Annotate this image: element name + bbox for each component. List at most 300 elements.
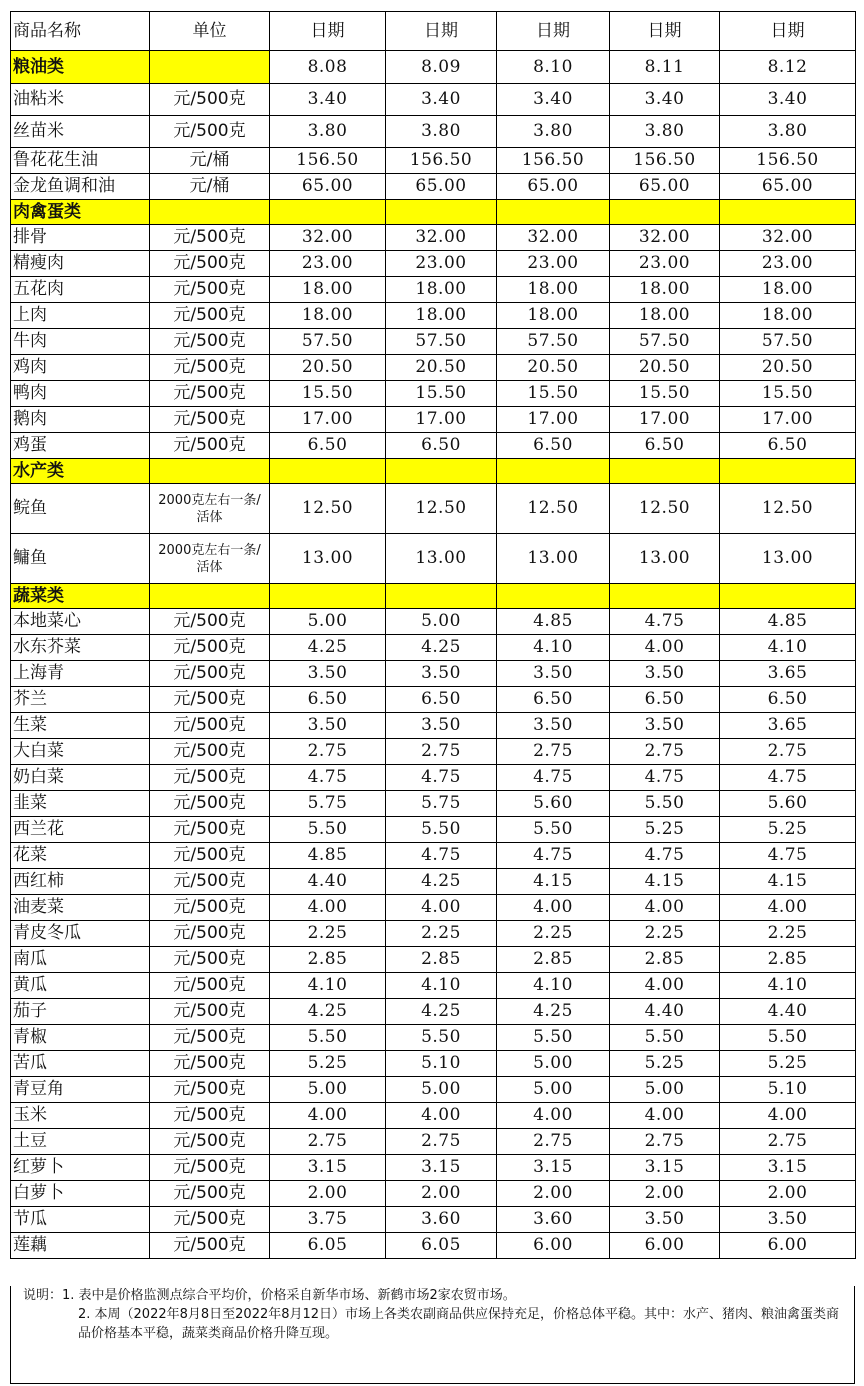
price-cell: 6.05 xyxy=(270,1233,386,1259)
item-name: 鸭肉 xyxy=(11,381,150,407)
price-cell: 18.00 xyxy=(270,303,386,329)
header-row xyxy=(11,12,856,51)
category-row xyxy=(11,51,856,84)
price-cell: 3.80 xyxy=(386,116,497,148)
item-name: 鹅肉 xyxy=(11,407,150,433)
category-row xyxy=(11,459,856,484)
price-cell: 2.85 xyxy=(720,947,856,973)
price-cell: 5.60 xyxy=(497,791,610,817)
price-cell: 4.75 xyxy=(386,765,497,791)
price-cell: 3.40 xyxy=(386,84,497,116)
price-cell: 5.10 xyxy=(386,1051,497,1077)
price-cell: 4.00 xyxy=(610,635,720,661)
price-cell: 4.00 xyxy=(270,895,386,921)
price-cell: 13.00 xyxy=(720,534,856,584)
header-date: 日期 xyxy=(497,12,610,51)
item-name: 丝苗米 xyxy=(11,116,150,148)
item-unit: 元/500克 xyxy=(150,843,270,869)
item-name: 金龙鱼调和油 xyxy=(11,174,150,200)
price-cell: 57.50 xyxy=(497,329,610,355)
price-cell: 12.50 xyxy=(497,484,610,534)
category-empty-cell xyxy=(610,584,720,609)
price-cell: 5.50 xyxy=(720,1025,856,1051)
price-cell: 2.75 xyxy=(270,739,386,765)
price-cell: 156.50 xyxy=(497,148,610,174)
price-cell: 4.25 xyxy=(386,635,497,661)
item-name: 西兰花 xyxy=(11,817,150,843)
price-cell: 3.50 xyxy=(610,1207,720,1233)
price-cell: 3.50 xyxy=(720,1207,856,1233)
price-cell: 3.80 xyxy=(610,116,720,148)
price-cell: 65.00 xyxy=(497,174,610,200)
item-name: 西红柿 xyxy=(11,869,150,895)
price-cell: 15.50 xyxy=(720,381,856,407)
price-cell: 5.25 xyxy=(270,1051,386,1077)
price-cell: 2.75 xyxy=(270,1129,386,1155)
price-cell: 20.50 xyxy=(270,355,386,381)
item-unit: 元/500克 xyxy=(150,713,270,739)
item-unit: 元/500克 xyxy=(150,381,270,407)
category-empty-cell xyxy=(497,584,610,609)
table-row xyxy=(11,251,856,277)
price-cell: 2.25 xyxy=(497,921,610,947)
price-cell: 4.75 xyxy=(497,765,610,791)
price-cell: 3.50 xyxy=(497,713,610,739)
category-empty-cell xyxy=(386,584,497,609)
category-unit-cell xyxy=(150,51,270,84)
item-name: 上肉 xyxy=(11,303,150,329)
item-name: 白萝卜 xyxy=(11,1181,150,1207)
price-cell: 5.25 xyxy=(610,1051,720,1077)
table-row xyxy=(11,869,856,895)
price-cell: 2.00 xyxy=(610,1181,720,1207)
price-cell: 3.80 xyxy=(270,116,386,148)
date-cell: 8.10 xyxy=(497,51,610,84)
table-row xyxy=(11,1103,856,1129)
price-cell: 3.40 xyxy=(497,84,610,116)
item-name: 苦瓜 xyxy=(11,1051,150,1077)
price-cell: 4.75 xyxy=(720,843,856,869)
price-cell: 3.40 xyxy=(720,84,856,116)
price-cell: 5.50 xyxy=(386,817,497,843)
table-row xyxy=(11,843,856,869)
item-unit: 元/500克 xyxy=(150,1155,270,1181)
item-unit: 元/桶 xyxy=(150,174,270,200)
price-cell: 3.80 xyxy=(497,116,610,148)
price-cell: 4.00 xyxy=(610,973,720,999)
price-cell: 2.85 xyxy=(610,947,720,973)
table-row xyxy=(11,895,856,921)
category-label: 水产类 xyxy=(11,459,150,484)
item-unit: 元/500克 xyxy=(150,1025,270,1051)
price-cell: 3.40 xyxy=(610,84,720,116)
price-cell: 15.50 xyxy=(386,381,497,407)
item-name: 排骨 xyxy=(11,225,150,251)
price-cell: 32.00 xyxy=(720,225,856,251)
table-row xyxy=(11,765,856,791)
price-cell: 12.50 xyxy=(610,484,720,534)
price-cell: 5.00 xyxy=(497,1051,610,1077)
price-cell: 3.60 xyxy=(497,1207,610,1233)
notes-box xyxy=(10,1286,855,1384)
item-unit: 元/500克 xyxy=(150,433,270,459)
item-unit: 元/500克 xyxy=(150,609,270,635)
table-row xyxy=(11,277,856,303)
price-cell: 6.50 xyxy=(610,433,720,459)
category-row xyxy=(11,200,856,225)
price-cell: 156.50 xyxy=(720,148,856,174)
price-cell: 18.00 xyxy=(386,303,497,329)
price-cell: 2.00 xyxy=(497,1181,610,1207)
table-row xyxy=(11,661,856,687)
price-cell: 2.00 xyxy=(720,1181,856,1207)
price-cell: 5.50 xyxy=(270,1025,386,1051)
table-row xyxy=(11,407,856,433)
item-name: 牛肉 xyxy=(11,329,150,355)
price-cell: 13.00 xyxy=(497,534,610,584)
price-cell: 18.00 xyxy=(386,277,497,303)
price-cell: 32.00 xyxy=(386,225,497,251)
price-cell: 3.50 xyxy=(270,713,386,739)
price-cell: 4.15 xyxy=(610,869,720,895)
price-cell: 2.75 xyxy=(610,739,720,765)
item-name: 青豆角 xyxy=(11,1077,150,1103)
price-cell: 23.00 xyxy=(610,251,720,277)
price-cell: 3.50 xyxy=(386,661,497,687)
price-cell: 4.00 xyxy=(497,1103,610,1129)
price-cell: 4.40 xyxy=(720,999,856,1025)
price-cell: 3.15 xyxy=(386,1155,497,1181)
price-cell: 17.00 xyxy=(610,407,720,433)
price-cell: 12.50 xyxy=(386,484,497,534)
price-cell: 17.00 xyxy=(720,407,856,433)
category-unit-cell xyxy=(150,584,270,609)
price-cell: 6.00 xyxy=(610,1233,720,1259)
price-cell: 4.75 xyxy=(610,765,720,791)
item-unit: 元/500克 xyxy=(150,1181,270,1207)
price-cell: 3.50 xyxy=(497,661,610,687)
table-row xyxy=(11,921,856,947)
item-unit: 元/500克 xyxy=(150,791,270,817)
item-name: 奶白菜 xyxy=(11,765,150,791)
price-cell: 6.50 xyxy=(270,687,386,713)
price-cell: 32.00 xyxy=(497,225,610,251)
price-cell: 5.50 xyxy=(610,791,720,817)
price-cell: 4.00 xyxy=(386,1103,497,1129)
item-unit: 元/500克 xyxy=(150,116,270,148)
price-cell: 13.00 xyxy=(270,534,386,584)
item-name: 花菜 xyxy=(11,843,150,869)
price-cell: 2.25 xyxy=(386,921,497,947)
price-cell: 20.50 xyxy=(720,355,856,381)
price-cell: 23.00 xyxy=(720,251,856,277)
item-unit: 元/500克 xyxy=(150,225,270,251)
price-cell: 13.00 xyxy=(610,534,720,584)
price-cell: 3.15 xyxy=(720,1155,856,1181)
price-cell: 20.50 xyxy=(497,355,610,381)
item-name: 土豆 xyxy=(11,1129,150,1155)
price-cell: 6.50 xyxy=(720,687,856,713)
item-name: 鳙鱼 xyxy=(11,534,150,584)
item-name: 油麦菜 xyxy=(11,895,150,921)
table-row xyxy=(11,1025,856,1051)
price-cell: 5.00 xyxy=(386,609,497,635)
price-cell: 4.00 xyxy=(386,895,497,921)
price-cell: 2.00 xyxy=(270,1181,386,1207)
date-cell: 8.09 xyxy=(386,51,497,84)
price-cell: 6.00 xyxy=(720,1233,856,1259)
price-cell: 57.50 xyxy=(270,329,386,355)
price-cell: 5.75 xyxy=(270,791,386,817)
price-cell: 65.00 xyxy=(720,174,856,200)
price-cell: 6.50 xyxy=(610,687,720,713)
category-unit-cell xyxy=(150,459,270,484)
price-table-body xyxy=(11,12,856,1259)
table-row xyxy=(11,817,856,843)
price-cell: 5.50 xyxy=(386,1025,497,1051)
price-cell: 4.75 xyxy=(270,765,386,791)
table-row xyxy=(11,1051,856,1077)
price-cell: 6.50 xyxy=(386,433,497,459)
price-cell: 6.50 xyxy=(386,687,497,713)
item-unit: 元/500克 xyxy=(150,277,270,303)
price-cell: 23.00 xyxy=(386,251,497,277)
table-row xyxy=(11,116,856,148)
table-row xyxy=(11,1207,856,1233)
note-line-2: 2. 本周（2022年8月8日至2022年8月12日）市场上各类农副商品供应保持充足，价格总体平稳。其中：水产、猪肉、粮油禽蛋类商品价格基本平稳，蔬菜类商品价格升降互现。 xyxy=(78,1307,840,1341)
price-cell: 5.50 xyxy=(497,817,610,843)
item-unit: 元/500克 xyxy=(150,407,270,433)
price-cell: 3.50 xyxy=(610,661,720,687)
price-cell: 6.00 xyxy=(497,1233,610,1259)
table-row xyxy=(11,1181,856,1207)
table-row xyxy=(11,687,856,713)
item-name: 韭菜 xyxy=(11,791,150,817)
price-cell: 32.00 xyxy=(270,225,386,251)
item-name: 芥兰 xyxy=(11,687,150,713)
price-cell: 4.00 xyxy=(610,1103,720,1129)
table-row xyxy=(11,381,856,407)
price-cell: 3.80 xyxy=(720,116,856,148)
item-name: 玉米 xyxy=(11,1103,150,1129)
price-cell: 65.00 xyxy=(386,174,497,200)
price-cell: 3.60 xyxy=(386,1207,497,1233)
item-name: 茄子 xyxy=(11,999,150,1025)
item-unit: 元/500克 xyxy=(150,947,270,973)
price-table xyxy=(10,11,856,1259)
table-row xyxy=(11,329,856,355)
price-cell: 3.65 xyxy=(720,713,856,739)
price-cell: 2.85 xyxy=(497,947,610,973)
category-empty-cell xyxy=(497,200,610,225)
price-cell: 156.50 xyxy=(386,148,497,174)
price-cell: 23.00 xyxy=(270,251,386,277)
price-cell: 3.75 xyxy=(270,1207,386,1233)
price-cell: 18.00 xyxy=(497,303,610,329)
header-date: 日期 xyxy=(270,12,386,51)
price-cell: 57.50 xyxy=(610,329,720,355)
item-name: 青皮冬瓜 xyxy=(11,921,150,947)
price-cell: 32.00 xyxy=(610,225,720,251)
price-cell: 65.00 xyxy=(270,174,386,200)
price-cell: 4.15 xyxy=(497,869,610,895)
item-unit: 元/500克 xyxy=(150,251,270,277)
table-row xyxy=(11,303,856,329)
item-name: 青椒 xyxy=(11,1025,150,1051)
price-cell: 6.50 xyxy=(270,433,386,459)
price-cell: 3.15 xyxy=(497,1155,610,1181)
price-cell: 156.50 xyxy=(270,148,386,174)
header-date: 日期 xyxy=(720,12,856,51)
price-cell: 3.40 xyxy=(270,84,386,116)
category-unit-cell xyxy=(150,200,270,225)
price-cell: 156.50 xyxy=(610,148,720,174)
category-empty-cell xyxy=(720,584,856,609)
price-cell: 4.40 xyxy=(270,869,386,895)
table-row xyxy=(11,999,856,1025)
item-unit: 元/500克 xyxy=(150,765,270,791)
date-cell: 8.11 xyxy=(610,51,720,84)
table-row xyxy=(11,174,856,200)
item-name: 节瓜 xyxy=(11,1207,150,1233)
table-row xyxy=(11,973,856,999)
price-cell: 12.50 xyxy=(270,484,386,534)
category-empty-cell xyxy=(720,459,856,484)
item-name: 油粘米 xyxy=(11,84,150,116)
header-unit: 单位 xyxy=(150,12,270,51)
price-cell: 2.25 xyxy=(720,921,856,947)
item-name: 鸡肉 xyxy=(11,355,150,381)
price-cell: 4.25 xyxy=(497,999,610,1025)
item-name: 水东芥菜 xyxy=(11,635,150,661)
price-cell: 6.50 xyxy=(497,433,610,459)
header-date: 日期 xyxy=(386,12,497,51)
item-name: 精瘦肉 xyxy=(11,251,150,277)
price-cell: 4.00 xyxy=(270,1103,386,1129)
price-cell: 4.10 xyxy=(720,973,856,999)
note-line-1: 说明：1. 表中是价格监测点综合平均价，价格采自新华市场、新鹤市场2家农贸市场。 xyxy=(23,1288,516,1303)
item-name: 莲藕 xyxy=(11,1233,150,1259)
date-cell: 8.08 xyxy=(270,51,386,84)
price-cell: 5.00 xyxy=(270,1077,386,1103)
price-cell: 18.00 xyxy=(497,277,610,303)
category-empty-cell xyxy=(386,459,497,484)
price-cell: 4.25 xyxy=(270,635,386,661)
price-cell: 5.75 xyxy=(386,791,497,817)
item-name: 南瓜 xyxy=(11,947,150,973)
price-cell: 18.00 xyxy=(720,303,856,329)
price-cell: 4.85 xyxy=(270,843,386,869)
item-unit: 2000克左右一条/活体 xyxy=(150,534,270,584)
item-name: 鸡蛋 xyxy=(11,433,150,459)
item-name: 鲁花花生油 xyxy=(11,148,150,174)
price-cell: 4.85 xyxy=(497,609,610,635)
price-cell: 18.00 xyxy=(270,277,386,303)
table-row xyxy=(11,739,856,765)
price-cell: 20.50 xyxy=(386,355,497,381)
price-cell: 4.00 xyxy=(610,895,720,921)
category-label: 肉禽蛋类 xyxy=(11,200,150,225)
item-unit: 元/500克 xyxy=(150,1207,270,1233)
price-cell: 4.00 xyxy=(497,895,610,921)
price-cell: 2.75 xyxy=(497,739,610,765)
price-cell: 4.00 xyxy=(720,895,856,921)
item-unit: 元/500克 xyxy=(150,1077,270,1103)
price-cell: 23.00 xyxy=(497,251,610,277)
price-cell: 57.50 xyxy=(720,329,856,355)
item-unit: 元/500克 xyxy=(150,661,270,687)
price-cell: 4.10 xyxy=(386,973,497,999)
price-cell: 3.50 xyxy=(386,713,497,739)
price-cell: 6.50 xyxy=(720,433,856,459)
item-name: 生菜 xyxy=(11,713,150,739)
price-cell: 5.00 xyxy=(386,1077,497,1103)
item-unit: 元/500克 xyxy=(150,687,270,713)
table-row xyxy=(11,1155,856,1181)
price-cell: 3.15 xyxy=(610,1155,720,1181)
price-cell: 13.00 xyxy=(386,534,497,584)
table-row xyxy=(11,225,856,251)
item-unit: 元/500克 xyxy=(150,1103,270,1129)
price-cell: 4.75 xyxy=(610,609,720,635)
price-cell: 3.50 xyxy=(610,713,720,739)
category-empty-cell xyxy=(386,200,497,225)
price-cell: 6.50 xyxy=(497,687,610,713)
price-cell: 2.85 xyxy=(386,947,497,973)
category-empty-cell xyxy=(270,200,386,225)
price-cell: 4.10 xyxy=(270,973,386,999)
price-cell: 18.00 xyxy=(720,277,856,303)
item-unit: 2000克左右一条/活体 xyxy=(150,484,270,534)
table-row xyxy=(11,84,856,116)
price-cell: 5.25 xyxy=(610,817,720,843)
price-cell: 5.60 xyxy=(720,791,856,817)
price-cell: 3.50 xyxy=(270,661,386,687)
price-cell: 2.85 xyxy=(270,947,386,973)
price-cell: 4.75 xyxy=(610,843,720,869)
item-unit: 元/500克 xyxy=(150,973,270,999)
price-cell: 2.75 xyxy=(610,1129,720,1155)
header-name: 商品名称 xyxy=(11,12,150,51)
category-empty-cell xyxy=(497,459,610,484)
table-row xyxy=(11,1129,856,1155)
price-cell: 5.50 xyxy=(610,1025,720,1051)
price-cell: 4.10 xyxy=(497,973,610,999)
header-date: 日期 xyxy=(610,12,720,51)
item-name: 黄瓜 xyxy=(11,973,150,999)
category-empty-cell xyxy=(270,459,386,484)
table-row xyxy=(11,534,856,584)
item-name: 红萝卜 xyxy=(11,1155,150,1181)
price-cell: 20.50 xyxy=(610,355,720,381)
item-unit: 元/500克 xyxy=(150,355,270,381)
table-row xyxy=(11,148,856,174)
category-row xyxy=(11,584,856,609)
date-cell: 8.12 xyxy=(720,51,856,84)
price-cell: 5.25 xyxy=(720,1051,856,1077)
item-unit: 元/500克 xyxy=(150,739,270,765)
price-cell: 2.00 xyxy=(386,1181,497,1207)
price-cell: 4.25 xyxy=(386,869,497,895)
category-empty-cell xyxy=(270,584,386,609)
item-unit: 元/500克 xyxy=(150,329,270,355)
category-empty-cell xyxy=(720,200,856,225)
item-unit: 元/500克 xyxy=(150,817,270,843)
table-row xyxy=(11,947,856,973)
price-cell: 15.50 xyxy=(497,381,610,407)
item-unit: 元/500克 xyxy=(150,1129,270,1155)
price-cell: 5.50 xyxy=(270,817,386,843)
